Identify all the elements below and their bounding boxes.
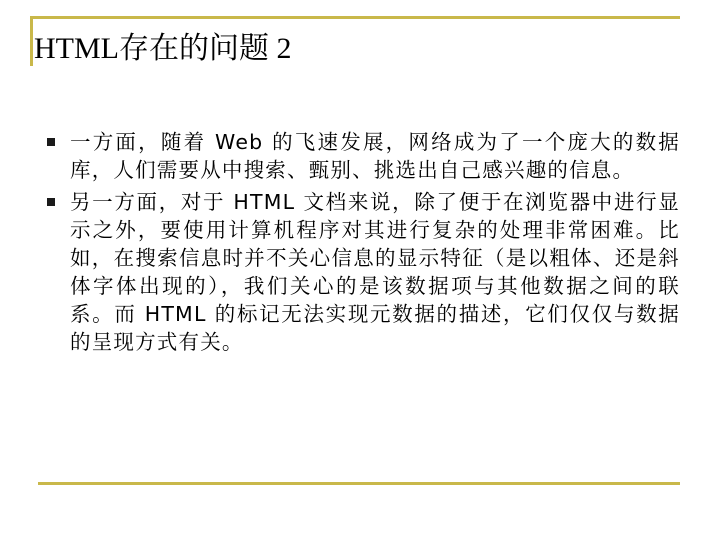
bullet-text-2: 另一方面，对于 HTML 文档来说，除了便于在浏览器中进行显示之外，要使用计算机程序对其进行复杂的处理非常困难。比如，在搜索信息时并不关心信息的显示特征（是以粗体、还是斜体字体出现的），我们关心的是该数据项与其他数据之间的联系。而 HTML 的标记无法实现元数据的描述，它们仅仅与数据的呈现方式有关。 — [70, 190, 680, 354]
square-bullet-icon — [47, 138, 55, 146]
bullet-item-2 — [40, 188, 680, 356]
title-accent-line — [30, 16, 680, 19]
bullet-text-1: 一方面，随着 Web 的飞速发展，网络成为了一个庞大的数据库，人们需要从中搜索、甄别、挑选出自己感兴趣的信息。 — [70, 130, 680, 182]
bullet-item-1 — [40, 128, 680, 184]
page-title: HTML存在的问题 2 — [34, 32, 292, 65]
slide-content — [40, 128, 680, 356]
footer-divider — [38, 482, 680, 485]
square-bullet-icon — [47, 198, 55, 206]
title-accent-bar — [30, 16, 33, 66]
